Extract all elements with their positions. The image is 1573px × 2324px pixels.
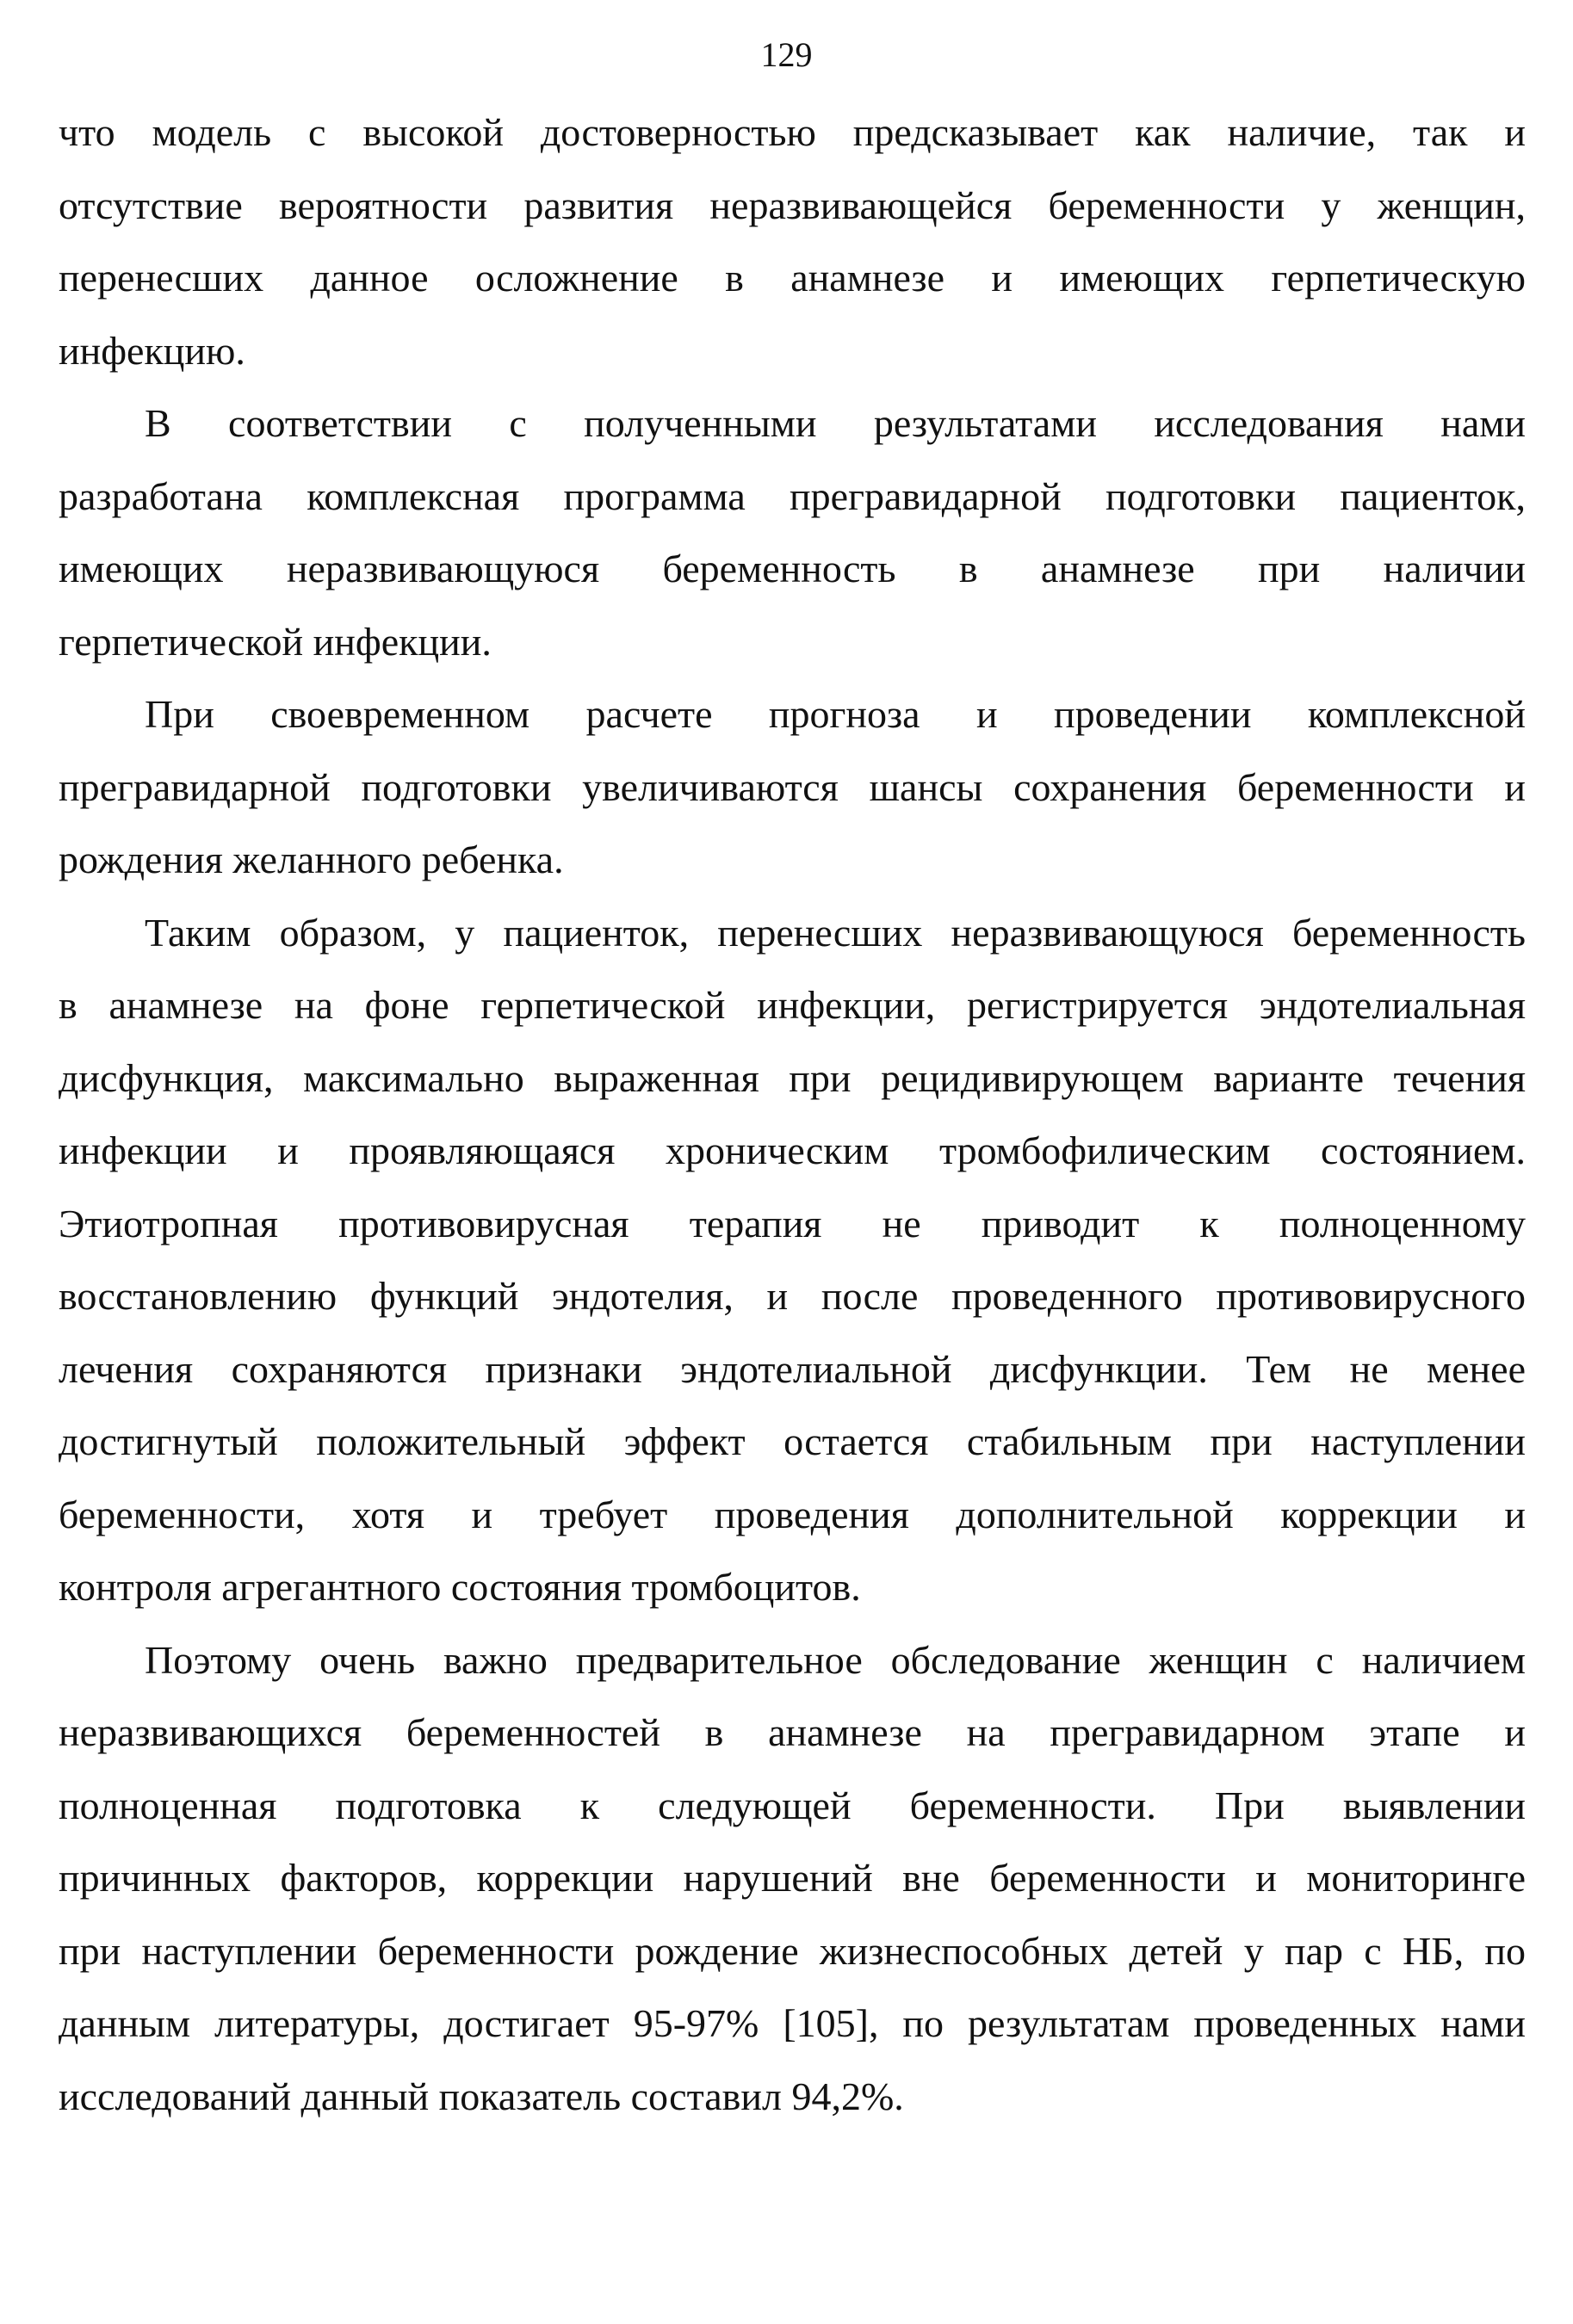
- text-line: Поэтому очень важно предварительное обследование женщин с наличием: [145, 1637, 1526, 1682]
- text-line: разработана комплексная программа прегравидарной подготовки пациенток,: [59, 473, 1526, 518]
- text-line: имеющих неразвивающуюся беременность в анамнезе при наличии: [59, 547, 1526, 590]
- text-line: прегравидарной подготовки увеличиваются шансы сохранения беременности и: [59, 764, 1526, 809]
- text-line: восстановлению функций эндотелия, и после проведенного противовирусного: [59, 1274, 1526, 1318]
- text-line: контроля агрегантного состояния тромбоцитов.: [59, 1565, 861, 1609]
- text-line: причинных факторов, коррекции нарушений вне беременности и мониторинге: [59, 1856, 1526, 1900]
- text-line: перенесших данное осложнение в анамнезе и имеющих герпетическую: [59, 256, 1526, 300]
- paragraph: [59, 678, 1526, 897]
- text-line: Этиотропная противовирусная терапия не приводит к полноценному: [59, 1201, 1526, 1245]
- text-line: инфекцию.: [59, 328, 245, 373]
- text-line: дисфункция, максимально выраженная при рецидивирующем варианте течения: [59, 1055, 1526, 1100]
- page-number: 129: [760, 35, 813, 74]
- paragraph: [59, 897, 1526, 1624]
- text-line: герпетической инфекции.: [59, 619, 492, 664]
- text-line: беременности, хотя и требует проведения дополнительной коррекции и: [59, 1492, 1526, 1536]
- paragraph: [59, 387, 1526, 678]
- text-line: рождения желанного ребенка.: [59, 838, 564, 881]
- text-line: неразвивающихся беременностей в анамнезе на прегравидарном этапе и: [59, 1710, 1526, 1754]
- text-line: лечения сохраняются признаки эндотелиальной дисфункции. Тем не менее: [59, 1346, 1526, 1391]
- body-text: [59, 96, 1526, 2133]
- text-line: исследований данный показатель составил 94,2%.: [59, 2074, 904, 2118]
- paragraph: [59, 1624, 1526, 2134]
- text-line: В соответствии с полученными результатами исследования нами: [145, 401, 1526, 445]
- text-line: Таким образом, у пациенток, перенесших неразвивающуюся беременность: [145, 910, 1526, 955]
- text-line: при наступлении беременности рождение жизнеспособных детей у пар с НБ, по: [59, 1928, 1526, 1973]
- text-line: При своевременном расчете прогноза и проведении комплексной: [145, 692, 1526, 736]
- text-line: инфекции и проявляющаяся хроническим тромбофилическим состоянием.: [59, 1128, 1526, 1172]
- text-line: данным литературы, достигает 95-97% [105], по результатам проведенных нами: [59, 2001, 1526, 2045]
- paragraph: [59, 96, 1526, 387]
- text-line: в анамнезе на фоне герпетической инфекции, регистрируется эндотелиальная: [59, 983, 1526, 1027]
- text-line: отсутствие вероятности развития неразвивающейся беременности у женщин,: [59, 182, 1526, 227]
- text-line: полноценная подготовка к следующей беременности. При выявлении: [59, 1783, 1526, 1827]
- text-line: достигнутый положительный эффект остается стабильным при наступлении: [59, 1419, 1526, 1463]
- text-line: что модель с высокой достоверностью предсказывает как наличие, так и: [59, 110, 1526, 154]
